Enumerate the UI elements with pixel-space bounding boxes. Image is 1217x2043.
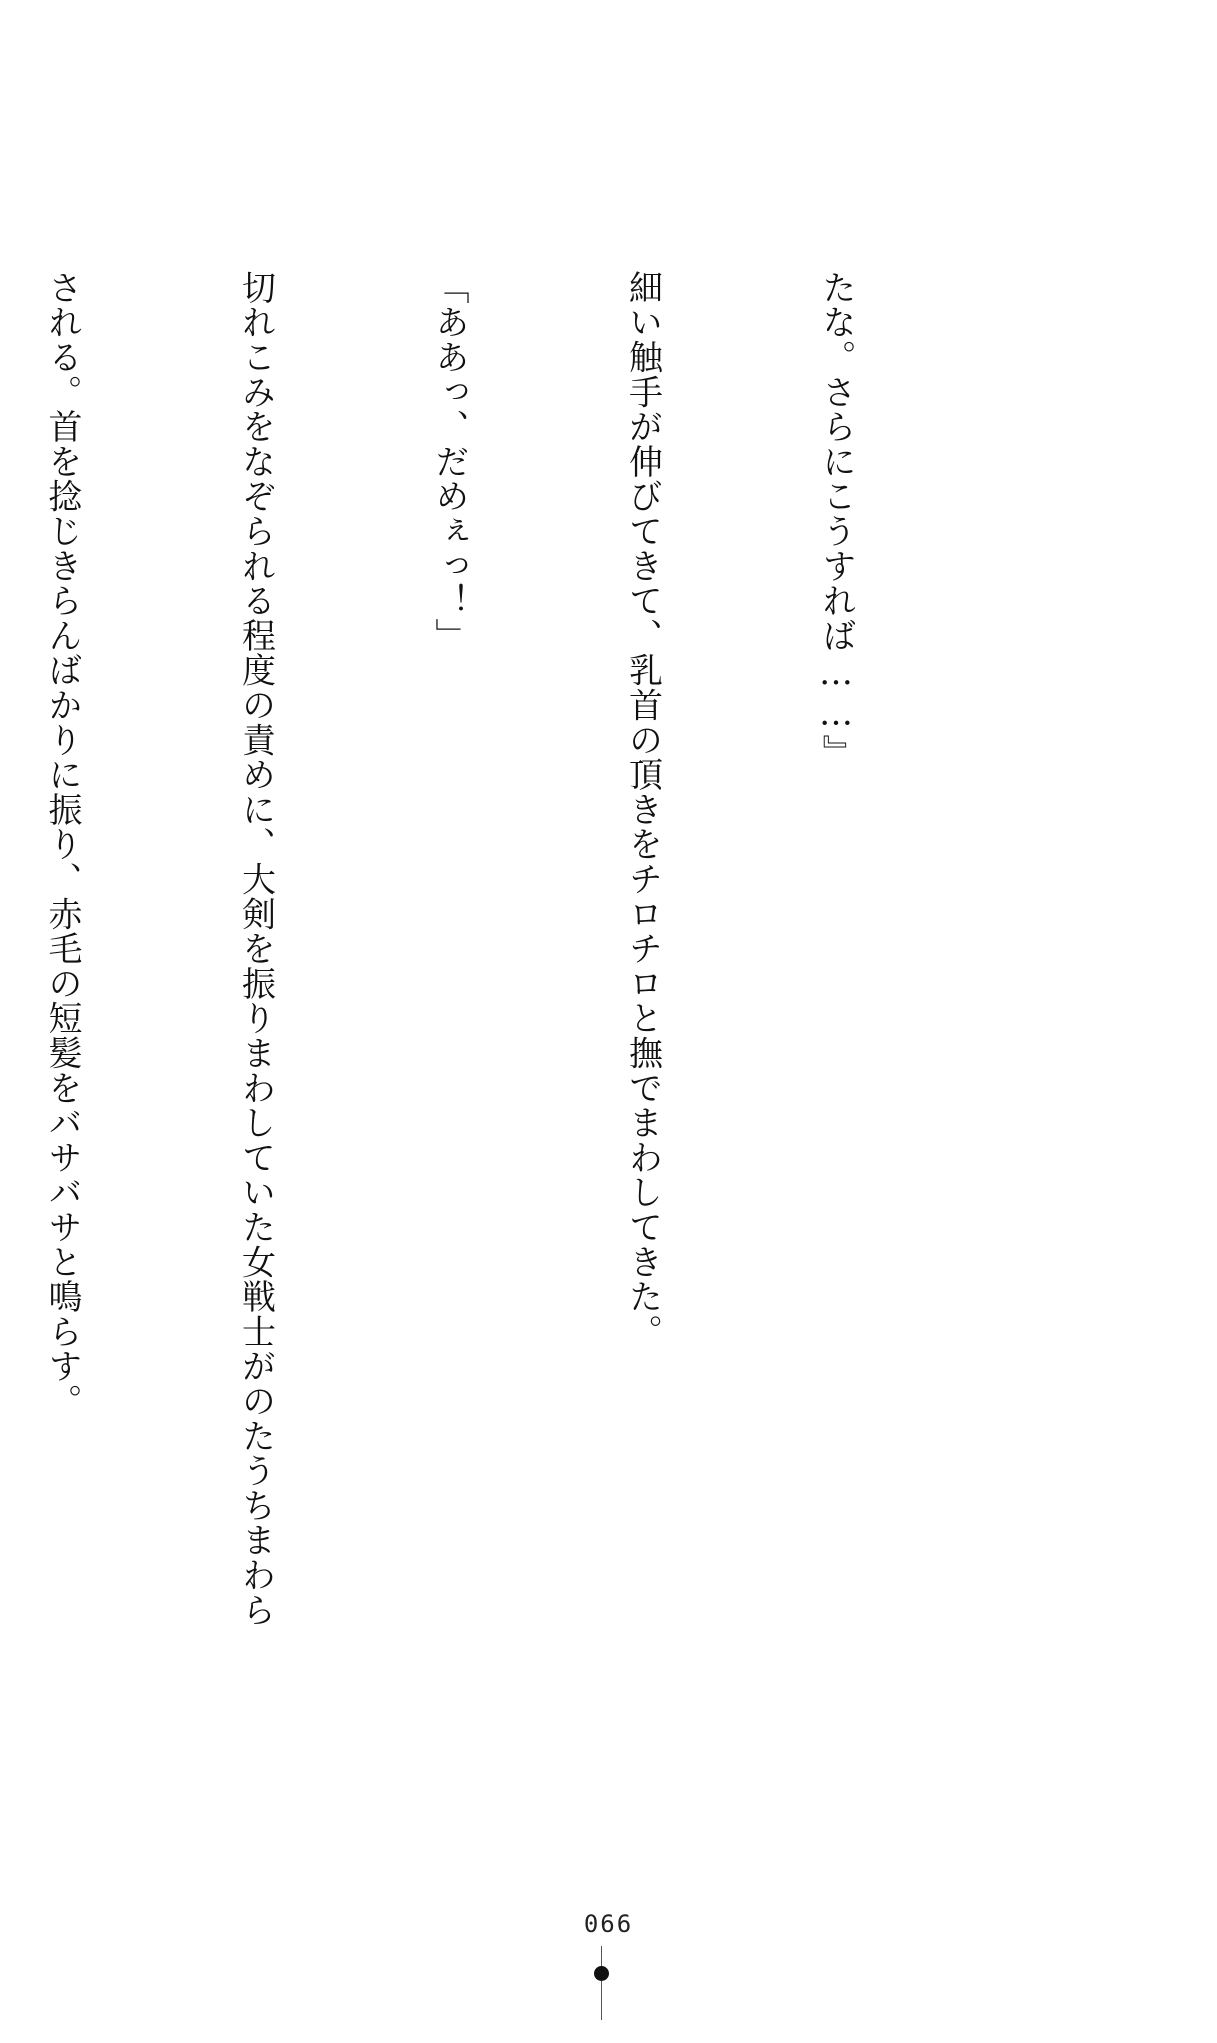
text-line: たな。さらにこうすれば……』 xyxy=(816,270,856,770)
folio-divider xyxy=(601,1946,602,2020)
vertical-text-block xyxy=(42,270,997,1750)
page-number: 066 xyxy=(583,1910,634,1938)
text-line: 「ああっ、だめぇっ！」 xyxy=(429,270,469,653)
text-line: 切れこみをなぞられる程度の責めに、大剣を振りまわしていた女戦士がのたうちまわら xyxy=(235,270,276,1628)
text-line: される。首を捻じきらんばかりに振り、赤毛の短髪をバサバサと鳴らす。 xyxy=(42,270,82,1419)
folio-dot-icon xyxy=(594,1966,609,1981)
text-line: 細い触手が伸びてきて、乳首の頂きをチロチロと撫でまわしてきた。 xyxy=(622,270,663,1349)
